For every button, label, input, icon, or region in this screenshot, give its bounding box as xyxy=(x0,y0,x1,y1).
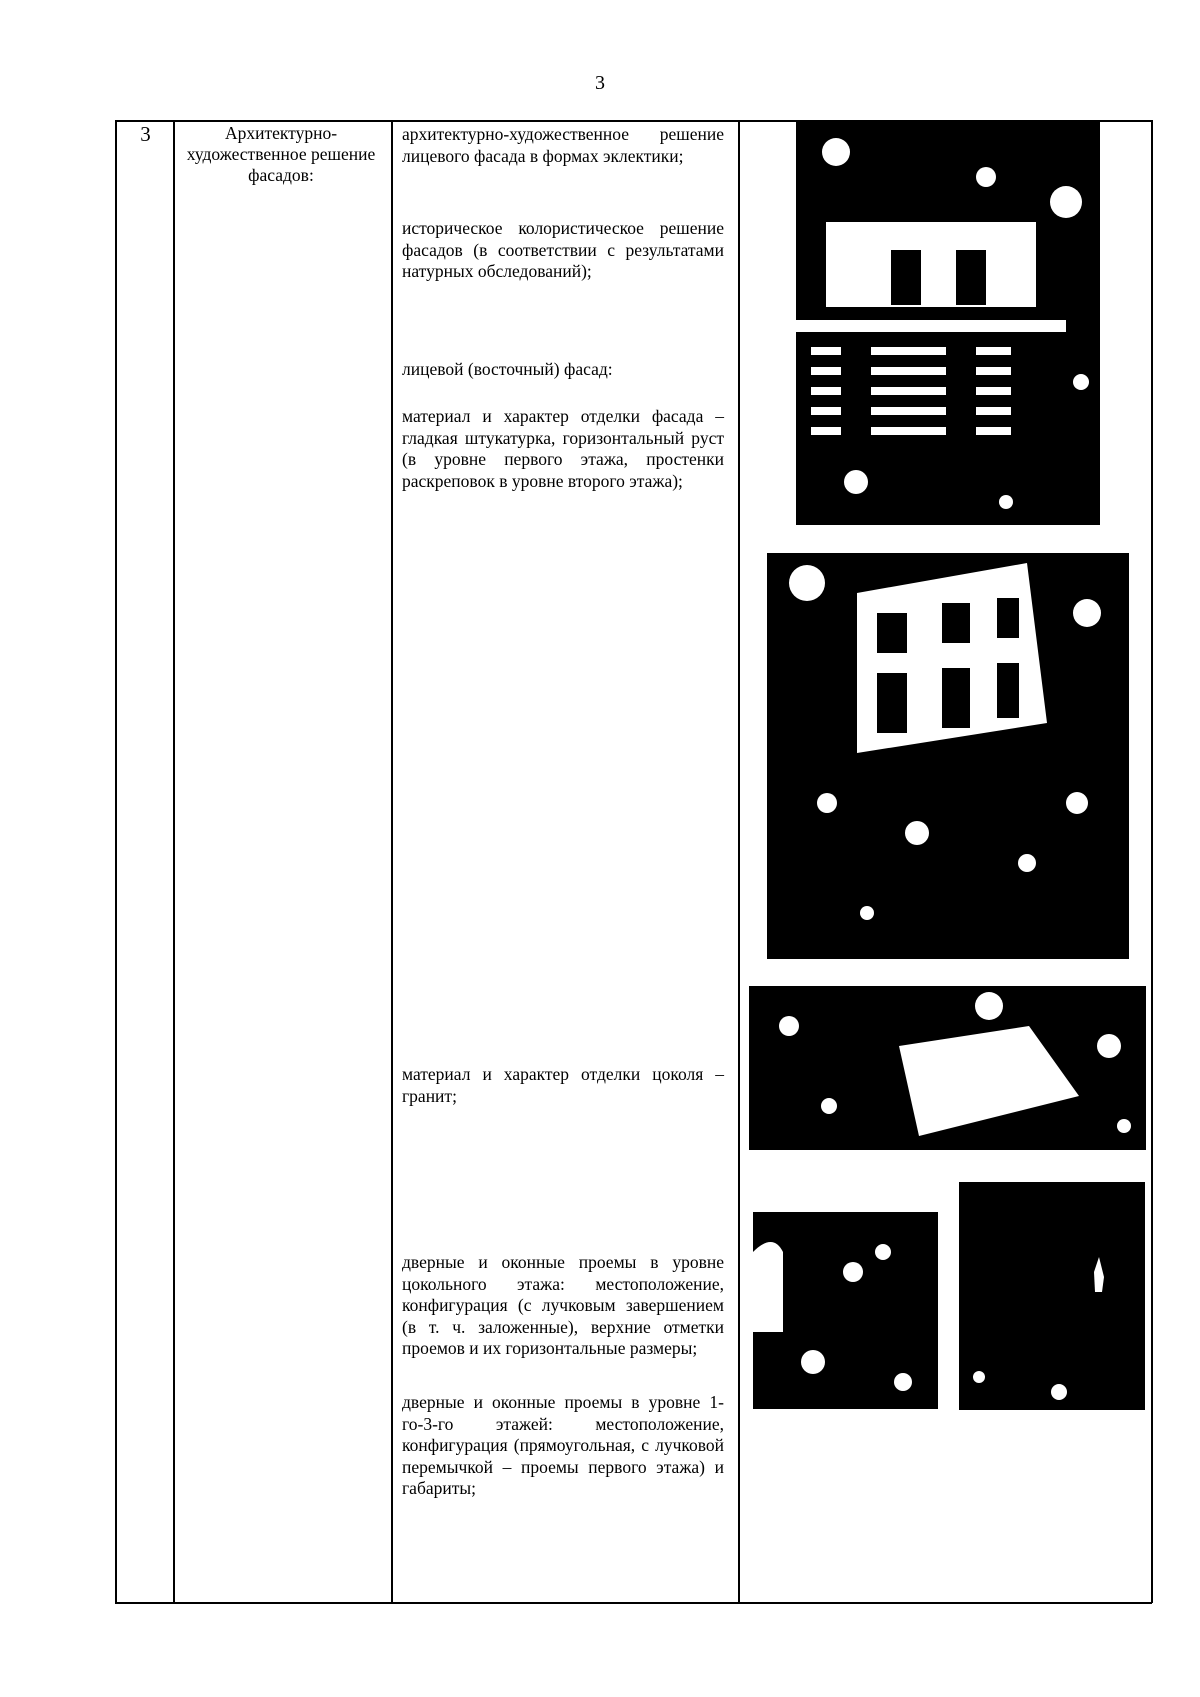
facade-photo-1 xyxy=(796,122,1100,525)
facade-photo-2 xyxy=(767,553,1129,959)
column-divider-3 xyxy=(738,120,740,1603)
table-left-border xyxy=(115,120,117,1603)
plinth-photo xyxy=(749,986,1146,1150)
description-paragraph-5: материал и характер отделки цоколя – гранит; xyxy=(402,1064,724,1106)
page-number: 3 xyxy=(595,72,605,94)
description-paragraph-1: архитектурно-художественное решение лицевого фасада в формах эклектики; xyxy=(402,124,724,166)
column-divider-2 xyxy=(391,120,393,1603)
description-paragraph-3: лицевой (восточный) фасад: xyxy=(402,359,613,379)
table-right-border xyxy=(1151,120,1153,1603)
table-bottom-border xyxy=(115,1602,1152,1604)
description-paragraph-4: материал и характер отделки фасада – гладкая штукатурка, горизонтальный руст (в уровне первого этажа, простенки раскреповок в уровне второго этажа); xyxy=(402,406,724,491)
description-paragraph-7: дверные и оконные проемы в уровне 1-го-3-го этажей: местоположение, конфигурация (прямоугольная, с лучковой перемычкой – проемы первого этажа) и габариты; xyxy=(402,1392,724,1498)
basement-opening-photo-2 xyxy=(959,1182,1145,1410)
row-title: Архитектурно-художественное решение фасадов: xyxy=(186,123,376,185)
row-number: 3 xyxy=(140,122,151,146)
description-paragraph-6: дверные и оконные проемы в уровне цокольного этажа: местоположение, конфигурация (с лучковым завершением (в т. ч. заложенные), верхние отметки проемов и их горизонтальные размеры; xyxy=(402,1252,724,1358)
description-paragraph-2: историческое колористическое решение фасадов (в соответствии с результатами натурных обследований); xyxy=(402,218,724,281)
column-divider-1 xyxy=(173,120,175,1603)
basement-opening-photo-1 xyxy=(753,1212,938,1409)
